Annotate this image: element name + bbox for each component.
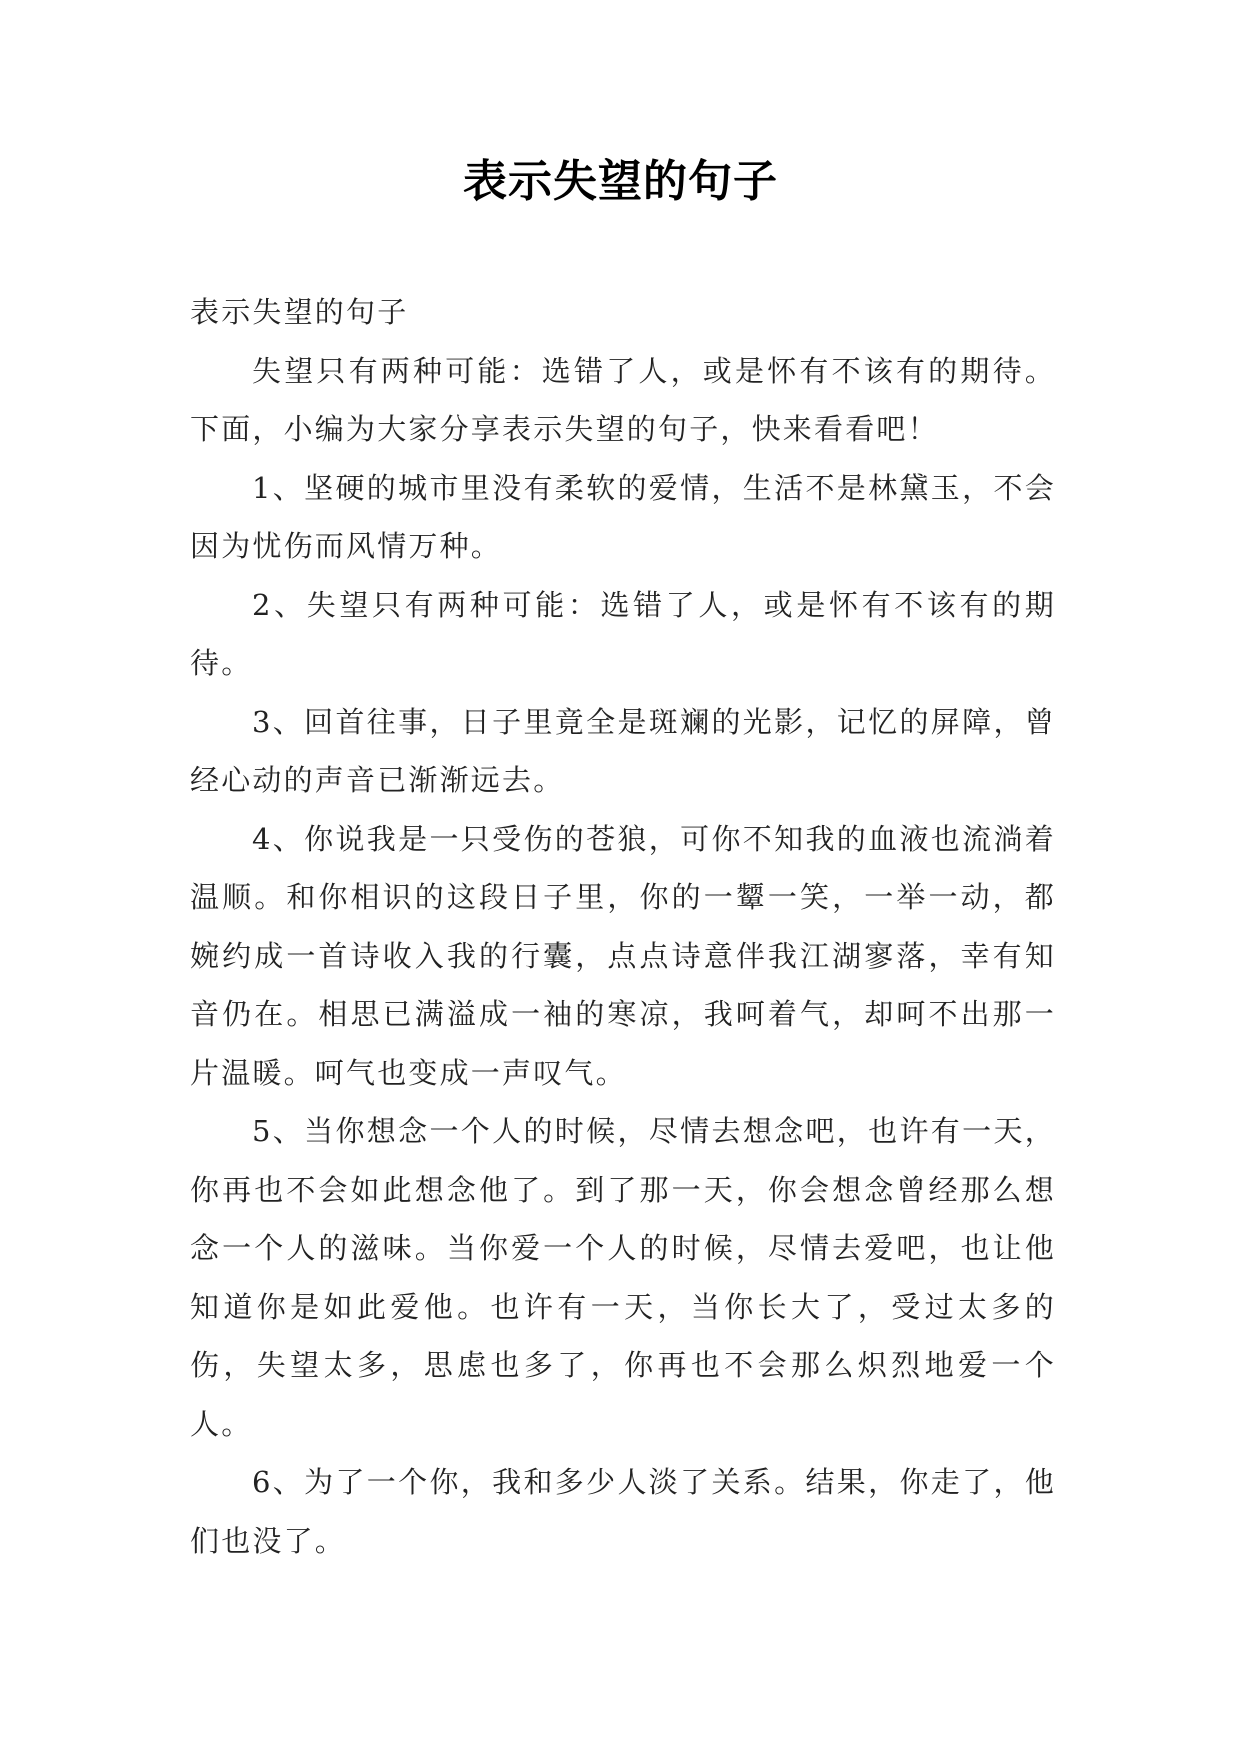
document-body [190,283,1056,1570]
sentence-item-4: 4、你说我是一只受伤的苍狼，可你不知我的血液也流淌着温顺。和你相识的这段日子里，你的一颦一笑，一举一动，都婉约成一首诗收入我的行囊，点点诗意伴我江湖寥落，幸有知音仍在。相思已满溢成一袖的寒凉，我呵着气，却呵不出那一片温暖。呵气也变成一声叹气。 [190,821,1056,1090]
sentence-item-3: 3、回首往事，日子里竟全是斑斓的光影，记忆的屏障，曾经心动的声音已渐渐远去。 [190,704,1056,797]
sentence-item-6: 6、为了一个你，我和多少人淡了关系。结果，你走了，他们也没了。 [190,1465,1056,1558]
intro-paragraph: 失望只有两种可能：选错了人，或是怀有不该有的期待。下面，小编为大家分享表示失望的句子，快来看看吧！ [190,353,1056,446]
sentence-item-5: 5、当你想念一个人的时候，尽情去想念吧，也许有一天，你再也不会如此想念他了。到了那一天，你会想念曾经那么想念一个人的滋味。当你爱一个人的时候，尽情去爱吧，也让他知道你是如此爱他。也许有一天，当你长大了，受过太多的伤，失望太多，思虑也多了，你再也不会那么炽烈地爱一个人。 [190,1114,1056,1441]
sentence-item-1: 1、坚硬的城市里没有柔软的爱情，生活不是林黛玉，不会因为忧伤而风情万种。 [190,470,1056,563]
document-title: 表示失望的句子 [463,156,778,207]
sentence-item-2: 2、失望只有两种可能：选错了人，或是怀有不该有的期待。 [190,587,1056,680]
document-subtitle: 表示失望的句子 [190,295,409,329]
